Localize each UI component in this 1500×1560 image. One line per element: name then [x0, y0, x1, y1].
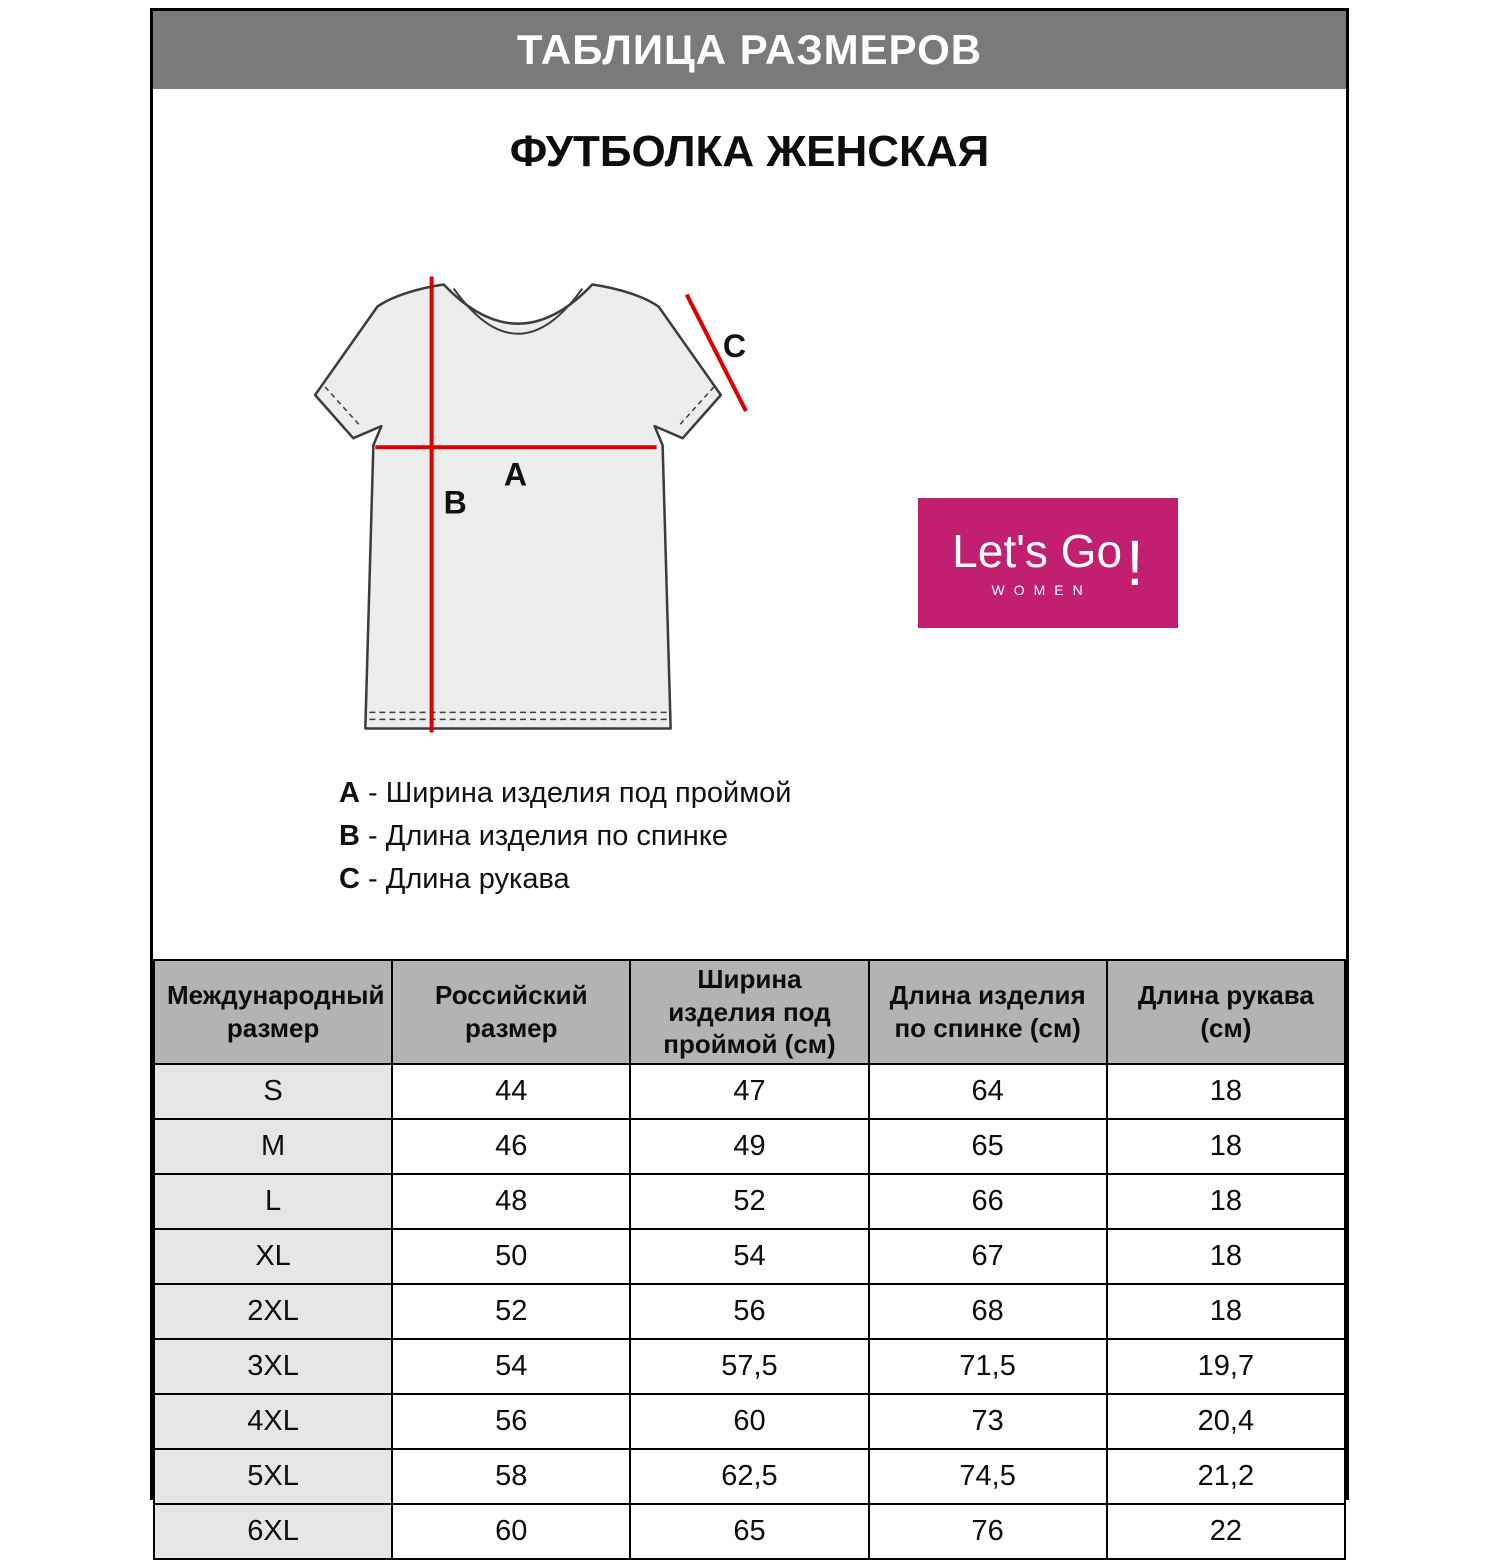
- table-cell: 52: [392, 1284, 630, 1339]
- content-frame: [150, 8, 1349, 1547]
- table-cell: S: [154, 1064, 392, 1119]
- table-cell: 19,7: [1107, 1339, 1345, 1394]
- table-row: [154, 1449, 1345, 1504]
- table-cell: 6XL: [154, 1504, 392, 1559]
- table-cell: 58: [392, 1449, 630, 1504]
- table-cell: 20,4: [1107, 1394, 1345, 1449]
- table-cell: 18: [1107, 1064, 1345, 1119]
- table-cell: 57,5: [630, 1339, 868, 1394]
- column-header: Длина рукава (см): [1107, 960, 1345, 1064]
- column-header: Российский размер: [392, 960, 630, 1064]
- table-cell: 22: [1107, 1504, 1345, 1559]
- table-cell: 76: [869, 1504, 1107, 1559]
- table-cell: 67: [869, 1229, 1107, 1284]
- table-cell: 48: [392, 1174, 630, 1229]
- legend-text: - Ширина изделия под проймой: [368, 777, 792, 809]
- measurement-legend: [339, 777, 791, 906]
- table-row: [154, 1119, 1345, 1174]
- column-header: Международный размер: [154, 960, 392, 1064]
- table-cell: 60: [630, 1394, 868, 1449]
- table-row: [154, 1174, 1345, 1229]
- brand-logo-subtext: WOMEN: [991, 582, 1092, 598]
- table-cell: 62,5: [630, 1449, 868, 1504]
- title-bar: [153, 11, 1346, 89]
- size-table-body: [154, 1064, 1345, 1559]
- table-cell: 64: [869, 1064, 1107, 1119]
- table-cell: 18: [1107, 1229, 1345, 1284]
- column-header: Длина изделия по спинке (см): [869, 960, 1107, 1064]
- table-cell: 71,5: [869, 1339, 1107, 1394]
- measure-label-a: A: [503, 456, 528, 493]
- brand-logo-exclamation: !: [1126, 526, 1144, 599]
- size-table: [153, 959, 1346, 1560]
- table-cell: 60: [392, 1504, 630, 1559]
- table-cell: 74,5: [869, 1449, 1107, 1504]
- header-row: [154, 960, 1345, 1064]
- table-cell: 65: [869, 1119, 1107, 1174]
- table-cell: 56: [392, 1394, 630, 1449]
- table-cell: 49: [630, 1119, 868, 1174]
- table-cell: 66: [869, 1174, 1107, 1229]
- table-cell: 18: [1107, 1174, 1345, 1229]
- legend-text: - Длина изделия по спинке: [368, 820, 728, 852]
- measure-label-b: B: [443, 484, 467, 521]
- table-row: [154, 1394, 1345, 1449]
- table-cell: 46: [392, 1119, 630, 1174]
- table-cell: 21,2: [1107, 1449, 1345, 1504]
- table-cell: 5XL: [154, 1449, 392, 1504]
- table-row: [154, 1064, 1345, 1119]
- product-name: ФУТБОЛКА ЖЕНСКАЯ: [509, 127, 990, 176]
- table-row: [154, 1339, 1345, 1394]
- legend-key: C: [339, 863, 360, 895]
- table-cell: 3XL: [154, 1339, 392, 1394]
- table-cell: 54: [392, 1339, 630, 1394]
- column-header: Ширина изделия под проймой (см): [630, 960, 868, 1064]
- table-cell: 54: [630, 1229, 868, 1284]
- brand-logo-text-block: [952, 525, 1123, 598]
- page-title: ТАБЛИЦА РАЗМЕРОВ: [516, 26, 983, 73]
- table-cell: 47: [630, 1064, 868, 1119]
- table-cell: 4XL: [154, 1394, 392, 1449]
- table-cell: 50: [392, 1229, 630, 1284]
- table-cell: 18: [1107, 1119, 1345, 1174]
- table-cell: 52: [630, 1174, 868, 1229]
- measure-label-c: C: [722, 327, 747, 364]
- table-row: [154, 1284, 1345, 1339]
- tshirt-diagram: [291, 273, 751, 748]
- table-cell: 73: [869, 1394, 1107, 1449]
- table-cell: 65: [630, 1504, 868, 1559]
- table-cell: 44: [392, 1064, 630, 1119]
- tshirt-outline: [315, 285, 721, 729]
- table-cell: L: [154, 1174, 392, 1229]
- legend-item: [339, 777, 791, 810]
- legend-key: A: [339, 777, 360, 809]
- brand-logo-text: Let's Go: [952, 525, 1123, 577]
- table-cell: 2XL: [154, 1284, 392, 1339]
- legend-text: - Длина рукава: [368, 863, 570, 895]
- table-cell: 56: [630, 1284, 868, 1339]
- legend-item: [339, 820, 791, 853]
- brand-logo: [918, 498, 1178, 628]
- table-cell: 68: [869, 1284, 1107, 1339]
- legend-key: B: [339, 820, 360, 852]
- table-cell: XL: [154, 1229, 392, 1284]
- table-row: [154, 1504, 1345, 1559]
- legend-item: [339, 863, 791, 896]
- size-table-head: [154, 960, 1345, 1064]
- table-cell: 18: [1107, 1284, 1345, 1339]
- table-cell: M: [154, 1119, 392, 1174]
- table-row: [154, 1229, 1345, 1284]
